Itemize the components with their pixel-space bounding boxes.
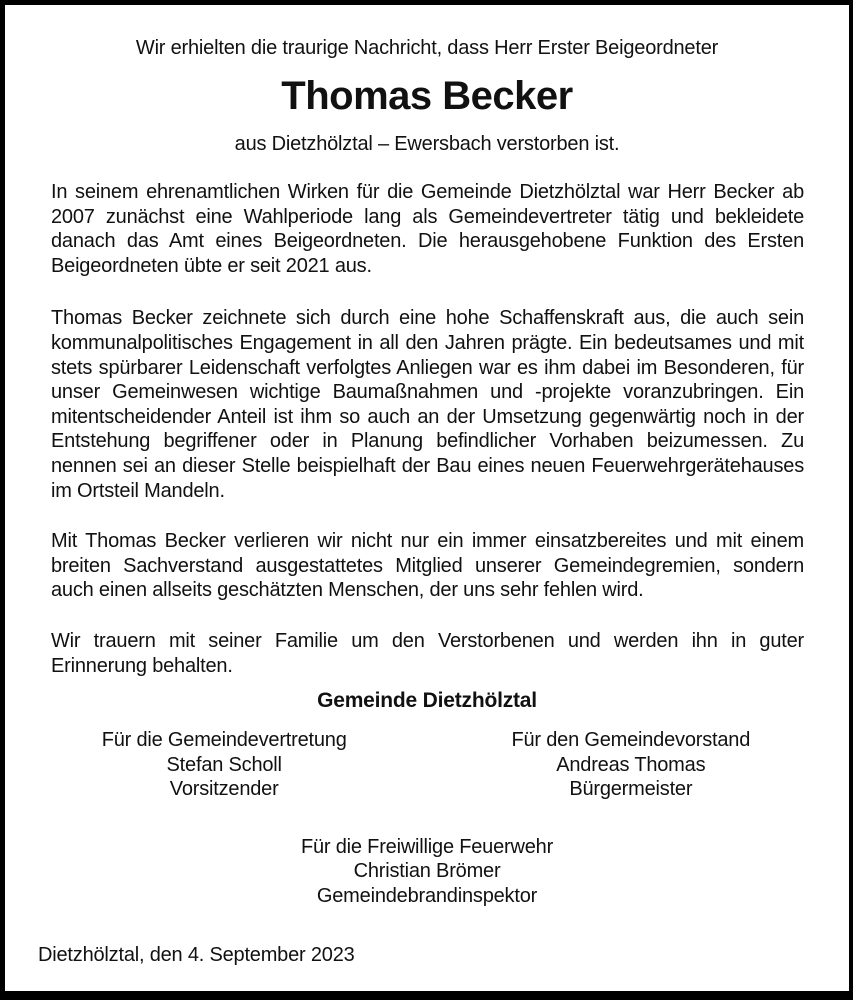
paragraph-loss: Mit Thomas Becker verlieren wir nicht nur ein immer einsatzbereites und mit einem breiten Sachverstand ausgestattetes Mitglied unserer Gemeindegremien, sondern auch einen allseits geschätzten Menschen, der uns sehr fehlen wird. [51, 530, 804, 602]
signature-left-on-behalf: Für die Gemeindevertretung [101, 729, 347, 752]
paragraph-achievements: Thomas Becker zeichnete sich durch eine hohe Schaffenskraft aus, die auch sein kommunalpolitisches Engagement in all den Jahren prägte. Ein bedeutsames und mit stets spürbarer Leidenschaft verfolgtes Anliegen war es ihm dabei im Besonderen, für unser Gemeinwesen wichtige Baumaßnahmen und -projekte voranzubringen. Ein mitentscheidender Anteil ist ihm so auch an der Umsetzung gegenwärtig noch in der Entstehung begriffener oder in Planung befindlicher Vorhaben beizumessen. Zu nennen sei an dieser Stelle beispielhaft der Bau eines neuen Feuerwehrgerätehauses im Ortsteil Mandeln. [51, 307, 804, 502]
signature-right-on-behalf: Für den Gemeindevorstand [511, 729, 751, 752]
signature-block-right [458, 728, 804, 802]
deceased-name: Thomas Becker [281, 74, 573, 118]
paragraph-mourning: Wir trauern mit seiner Familie um den Verstorbenen und werden ihn in guter Erinnerung behalten. [51, 629, 804, 677]
notice-body [5, 180, 849, 678]
signature-center-role: Gemeindebrandinspektor [316, 885, 538, 908]
signature-columns [51, 728, 804, 802]
subtitle-line: aus Dietzhölztal – Ewersbach verstorben ist. [234, 133, 620, 155]
signature-right-role: Bürgermeister [569, 778, 693, 801]
signature-left-name: Stefan Scholl [166, 753, 282, 776]
organization-name: Gemeinde Dietzhölztal [317, 689, 537, 713]
signature-center-name: Christian Brömer [353, 860, 501, 883]
signature-left-role: Vorsitzender [169, 778, 279, 801]
paragraph-service-history: In seinem ehrenamtlichen Wirken für die Gemeinde Dietzhölztal war Herr Becker ab 2007 zunächst eine Wahlperiode lang als Gemeindevertreter tätig und bekleidete danach das Amt eines Beigeordneten. Die herausgehobene Funktion des Ersten Beigeordneten übte er seit 2021 aus. [51, 181, 804, 277]
signature-center-on-behalf: Für die Freiwillige Feuerwehr [300, 835, 554, 858]
signature-block-center [5, 835, 849, 909]
signature-block-left [51, 728, 397, 802]
intro-line: Wir erhielten die traurige Nachricht, dass Herr Erster Beigeordneter [135, 37, 719, 59]
signature-right-name: Andreas Thomas [556, 753, 706, 776]
place-and-date: Dietzhölztal, den 4. September 2023 [38, 944, 355, 966]
